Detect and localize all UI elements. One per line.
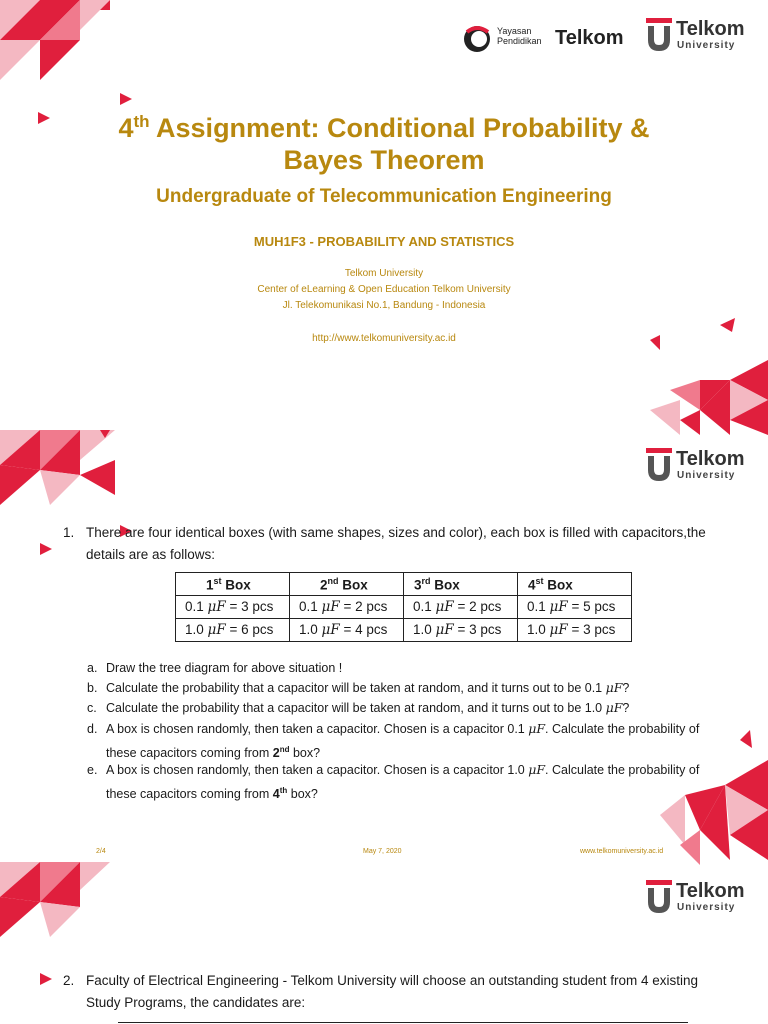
tu-sub: University [677,470,736,481]
telkom-u-icon [646,880,672,914]
telkom-u-icon [646,448,672,482]
telkom-university-logo-page2 [646,448,756,488]
q1-item-c: Calculate the probability that a capacitor will be taken at random, and it turns out to be 1.0 μF? [106,700,630,715]
table-header: 2nd Box [290,573,404,596]
institution-address: Jl. Telekomunikasi No.1, Bandung - Indonesia [282,300,486,311]
yayasan-brand: Telkom [555,27,624,49]
table-top-border [118,1022,688,1023]
yayasan-line1: Yayasan [497,26,532,36]
title-line1: Assignment: Conditional Probability & [156,113,650,143]
institution-name: Telkom University [344,268,424,279]
arrow-marker-icon [40,543,52,555]
telkom-university-logo [646,18,756,58]
tu-brand: Telkom [676,448,745,470]
title-ordinal-sup: th [133,112,150,131]
institution-center: Center of eLearning & Open Education Telkom University [257,284,511,295]
tu-sub: University [677,902,736,913]
triangle-pattern-left-3 [0,862,130,942]
yayasan-telkom-logo [462,22,632,56]
capacitor-table [175,572,632,642]
table-row [176,596,632,619]
table-cell: 0.1 μF = 5 pcs [518,596,632,619]
table-cell: 0.1 μF = 2 pcs [290,596,404,619]
q2-text-line1: Faculty of Electrical Engineering - Telkom University will choose an outstanding student from 4 existing [86,973,699,988]
page-title [0,112,768,176]
institution-url[interactable]: http://www.telkomuniversity.ac.id [312,333,456,344]
q1-item-a-label: a. [87,661,98,675]
q1-text-line1: There are four identical boxes (with same shapes, sizes and color), each box is filled with capacitors,the [86,525,706,540]
footer-page-number: 2/4 [96,848,106,855]
q1-item-a: Draw the tree diagram for above situation ! [106,661,343,675]
triangle-pattern-right-1 [640,310,768,435]
tu-sub: University [677,40,736,51]
q1-item-e: A box is chosen randomly, then taken a capacitor. Chosen is a capacitor 1.0 μF. Calculate the probability of these capacitors coming from 4th box? [106,762,700,801]
q1-number: 1. [63,525,75,540]
q1-item-e-label: e. [87,763,98,777]
table-cell: 0.1 μF = 2 pcs [404,596,518,619]
table-header: 1st Box [176,573,290,596]
table-header: 4st Box [518,573,632,596]
tu-brand: Telkom [676,18,745,40]
q1-item-b: Calculate the probability that a capacitor will be taken at random, and it turns out to be 0.1 μF? [106,680,630,695]
table-cell: 1.0 μF = 4 pcs [290,619,404,642]
table-cell: 1.0 μF = 6 pcs [176,619,290,642]
title-line2: Bayes Theorem [283,145,485,175]
footer-url[interactable]: www.telkomuniversity.ac.id [580,848,664,855]
title-ordinal: 4 [118,113,134,143]
q2-number: 2. [63,973,75,988]
telkom-u-icon [646,18,672,52]
tu-brand: Telkom [676,880,745,902]
table-row [176,619,632,642]
arrow-marker-icon [40,973,52,985]
page-subtitle: Undergraduate of Telecommunication Engineering [156,186,612,207]
triangle-pattern-top-left [0,0,140,90]
telkom-swirl-icon [462,24,492,54]
q1-item-d-label: d. [87,722,98,736]
table-header-row [176,573,632,596]
footer-date: May 7, 2020 [363,848,402,855]
table-cell: 1.0 μF = 3 pcs [404,619,518,642]
yayasan-line2: Pendidikan [497,36,542,46]
q1-item-b-label: b. [87,681,98,695]
telkom-university-logo-page3 [646,880,756,920]
triangle-pattern-left-2 [0,430,140,510]
table-cell: 1.0 μF = 3 pcs [518,619,632,642]
q2-text-line2: Study Programs, the candidates are: [86,995,306,1010]
arrow-marker-icon [120,93,132,105]
course-code: MUH1F3 - PROBABILITY AND STATISTICS [253,234,515,249]
q1-text-line2: details are as follows: [86,547,216,562]
table-cell: 0.1 μF = 3 pcs [176,596,290,619]
q1-item-d: A box is chosen randomly, then taken a capacitor. Chosen is a capacitor 0.1 μF. Calculate the probability of these capacitors coming from 2nd box? [106,721,700,760]
q1-item-c-label: c. [87,701,97,715]
table-header: 3rd Box [404,573,518,596]
